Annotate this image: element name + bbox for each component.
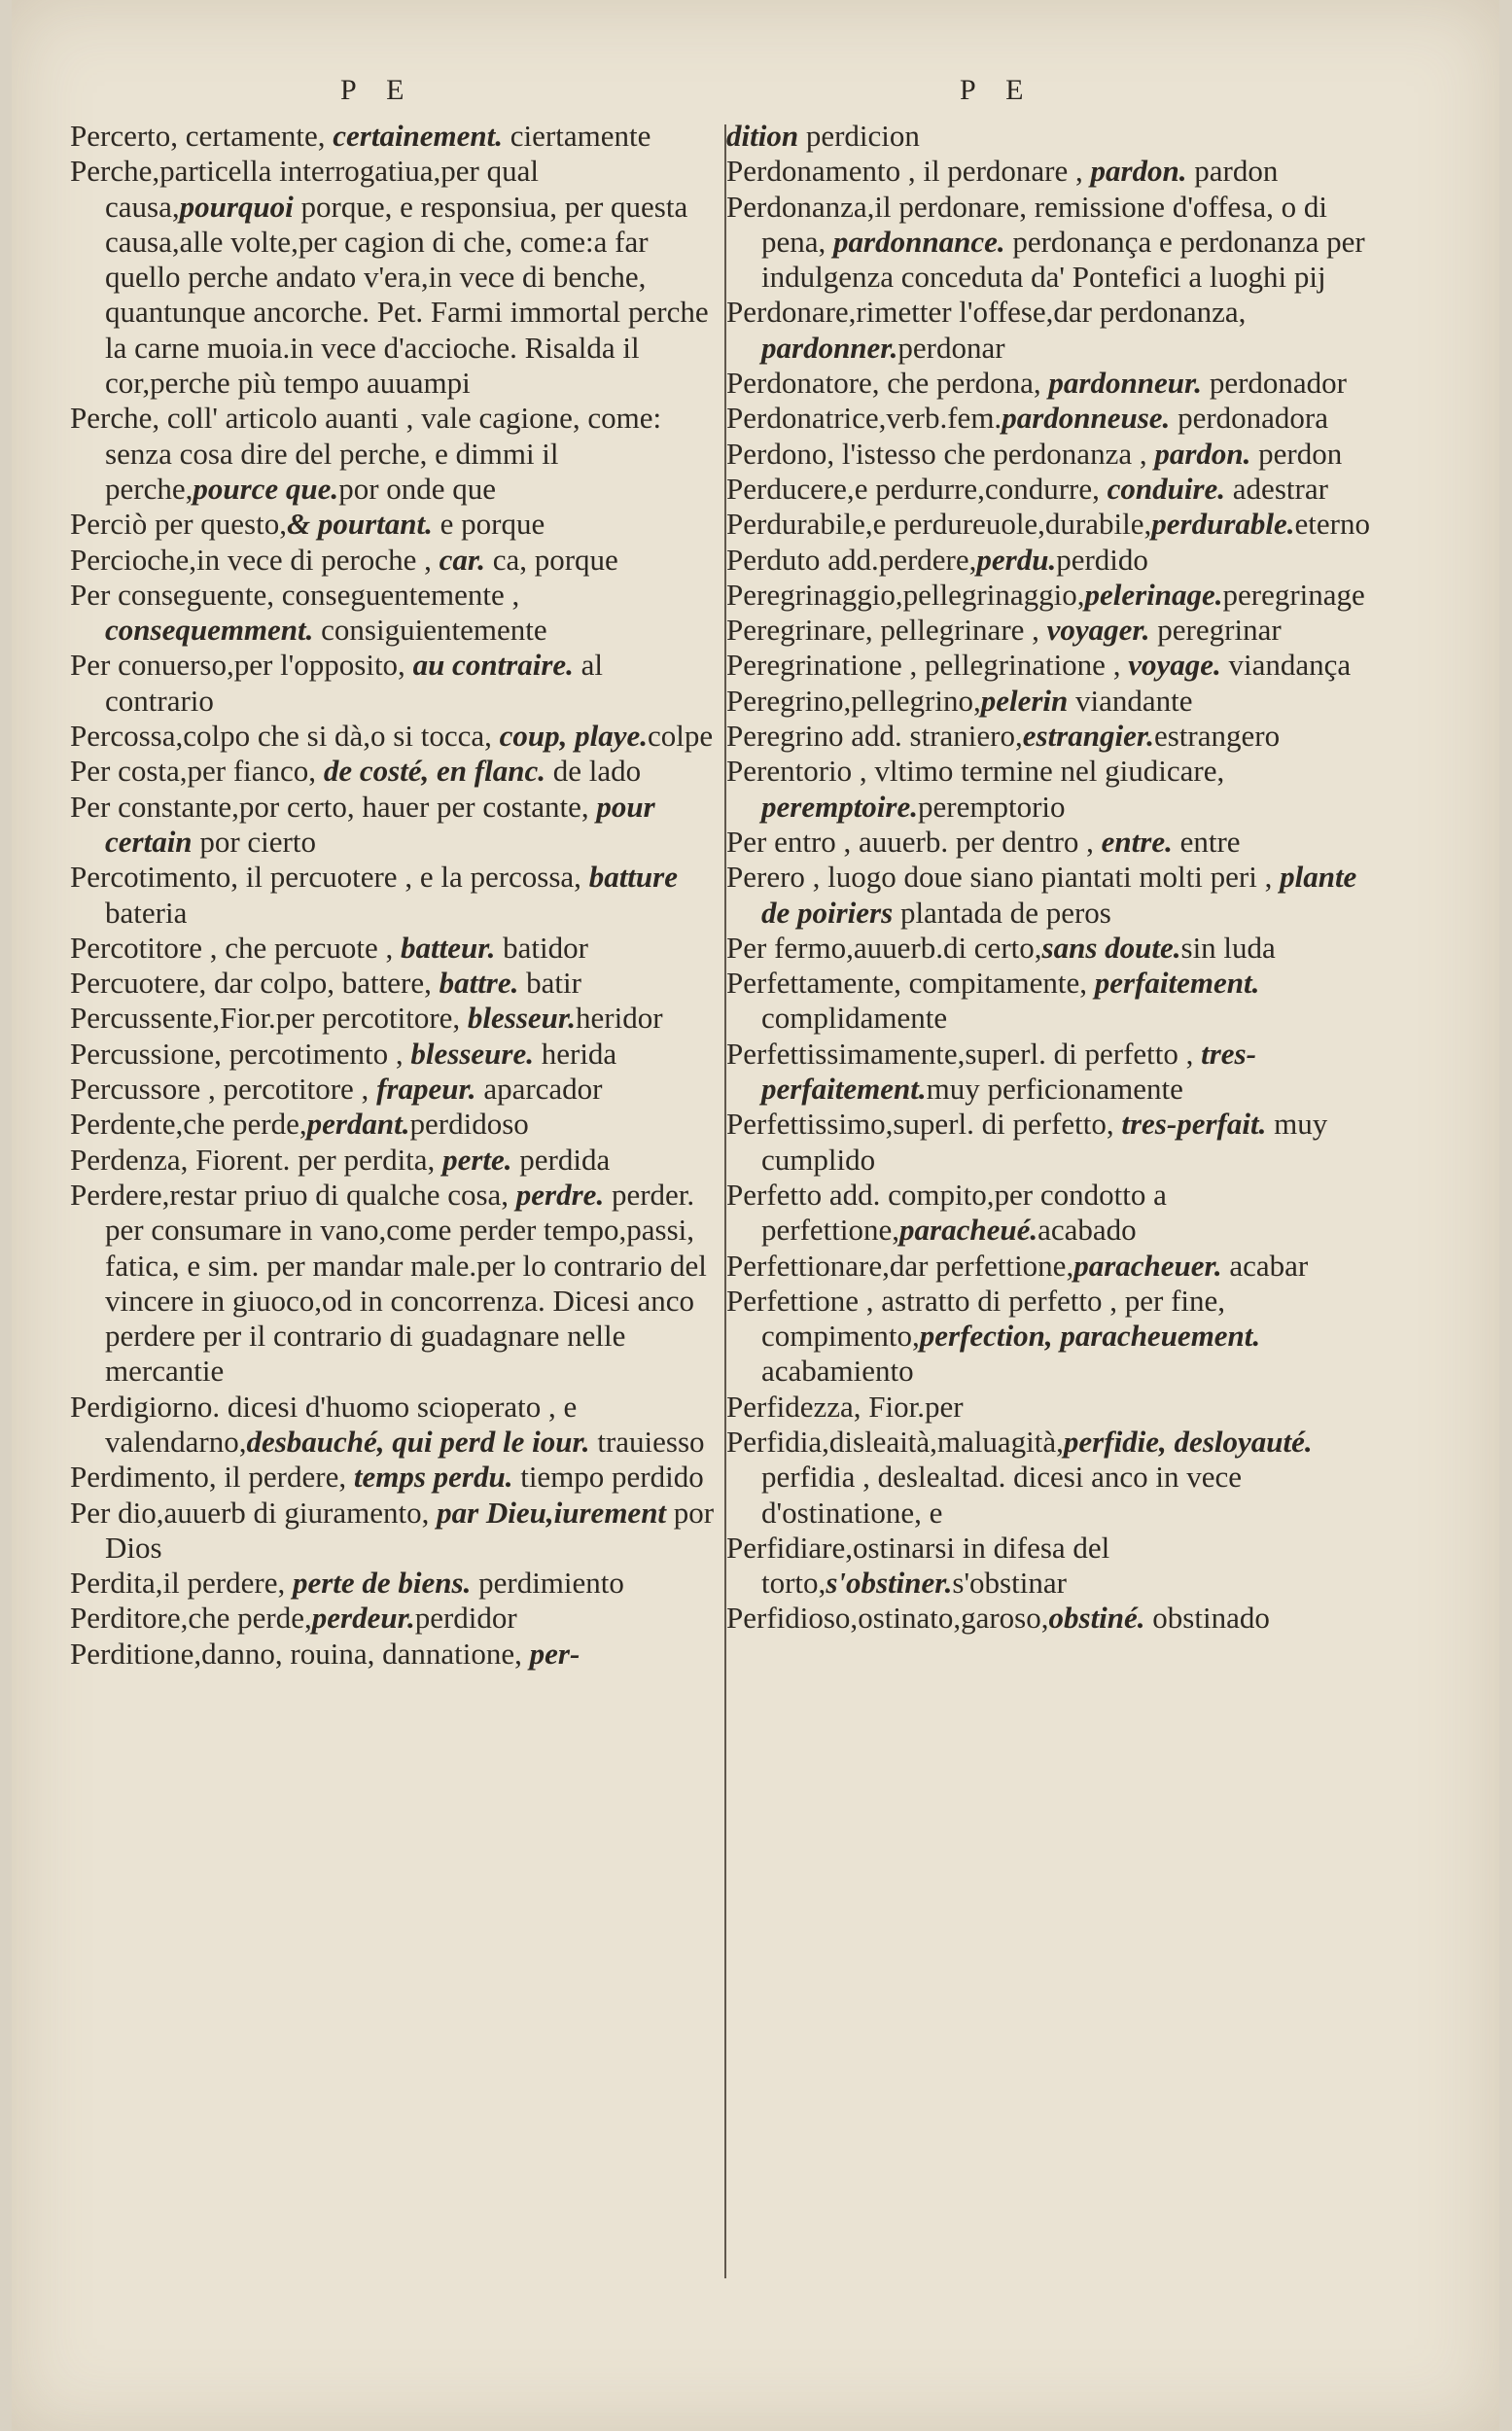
entry-french-equivalent: estrangier. bbox=[1022, 719, 1154, 754]
entry-definition: , astratto di perfetto , per fine, compimento, bbox=[761, 1283, 1226, 1354]
entry-definition: restar priuo di qualche cosa, bbox=[169, 1177, 516, 1212]
dictionary-entry bbox=[70, 1566, 717, 1601]
entry-definition: conseguente, conseguentemente , bbox=[110, 577, 520, 612]
entry-french-equivalent: par Dieu,iurement bbox=[437, 1495, 667, 1530]
entry-french-equivalent: pardonneuse. bbox=[1002, 401, 1171, 436]
entry-headword: Perdimento bbox=[70, 1460, 209, 1495]
dictionary-entry bbox=[726, 119, 1378, 154]
dictionary-entry bbox=[70, 860, 717, 931]
entry-definition: , luogo doue siano piantati molti peri , bbox=[804, 860, 1281, 895]
dictionary-entry bbox=[70, 1072, 717, 1107]
entry-french-equivalent: perdre. bbox=[515, 1177, 605, 1212]
entry-definition: add. straniero, bbox=[843, 719, 1023, 754]
entry-headword: Perfidioso, bbox=[726, 1601, 859, 1636]
entry-headword: Perdonare, bbox=[726, 295, 857, 330]
entry-definition: costa,per fianco, bbox=[110, 754, 324, 789]
dictionary-entry bbox=[726, 613, 1378, 648]
entry-headword: Percioche, bbox=[70, 542, 196, 577]
entry-french-equivalent: blesseur. bbox=[467, 1001, 577, 1036]
entry-spanish-equivalent: al contrario bbox=[105, 648, 604, 718]
entry-french-equivalent: voyage. bbox=[1128, 648, 1221, 683]
entry-headword: Perfettionare, bbox=[726, 1248, 890, 1283]
entry-headword: Perdita, bbox=[70, 1566, 163, 1601]
entry-french-equivalent: per- bbox=[529, 1636, 580, 1671]
entry-headword: Peregrinatione bbox=[726, 648, 902, 683]
entry-headword: Perfettissimamente, bbox=[726, 1036, 966, 1071]
entry-definition: ostinato,garoso, bbox=[858, 1601, 1049, 1636]
entry-definition: , vltimo termine nel giudicare, bbox=[852, 754, 1225, 789]
entry-definition: dio,auuerb di giuramento, bbox=[110, 1495, 438, 1530]
entry-headword: Percerto bbox=[70, 119, 171, 153]
entry-spanish-equivalent: heridor bbox=[576, 1001, 663, 1036]
entry-definition: constante,por certo, hauer per costante, bbox=[110, 789, 597, 824]
entry-spanish-equivalent: por Dios bbox=[105, 1495, 715, 1565]
entry-headword: Perdono, bbox=[726, 436, 835, 471]
entry-french-equivalent: voyager. bbox=[1046, 613, 1150, 648]
entry-spanish-equivalent: perdonador bbox=[1202, 366, 1347, 401]
dictionary-entry bbox=[726, 1037, 1378, 1108]
right-column bbox=[726, 119, 1378, 1637]
dictionary-entry bbox=[726, 931, 1378, 966]
entry-spanish-equivalent: peremptorio bbox=[918, 789, 1066, 824]
entry-definition: , il perdonare , bbox=[900, 154, 1091, 189]
entry-spanish-equivalent: tiempo perdido bbox=[512, 1460, 704, 1495]
dictionary-entry bbox=[70, 790, 717, 861]
entry-headword: Perduto bbox=[726, 542, 821, 577]
entry-spanish-equivalent: viandante bbox=[1068, 683, 1193, 718]
entry-headword: Perdonanza, bbox=[726, 189, 875, 224]
dictionary-entry bbox=[70, 507, 717, 542]
entry-spanish-equivalent: batidor bbox=[495, 930, 588, 965]
entry-headword: Perditione, bbox=[70, 1636, 202, 1671]
entry-definition: , percotitore , bbox=[200, 1072, 377, 1107]
entry-definition: e perdurre,condurre, bbox=[854, 471, 1108, 506]
entry-headword: Perfidia, bbox=[726, 1424, 829, 1459]
entry-french-equivalent: perfaitement. bbox=[1094, 966, 1260, 1001]
entry-headword: Peregrinaggio, bbox=[726, 577, 903, 612]
entry-headword: Peregrinare, bbox=[726, 613, 873, 648]
dictionary-entry bbox=[70, 1107, 717, 1142]
entry-spanish-equivalent: colpe bbox=[648, 719, 714, 754]
dictionary-entry bbox=[70, 1496, 717, 1567]
entry-headword: Perdonamento bbox=[726, 154, 901, 189]
entry-french-equivalent: pourquoi bbox=[179, 189, 294, 224]
dictionary-entry bbox=[726, 578, 1378, 613]
dictionary-entry bbox=[726, 366, 1378, 401]
entry-spanish-equivalent: perfidia , deslealtad. dicesi anco in vece d'ostinatione, e bbox=[761, 1460, 1243, 1530]
entry-definition: add.perdere, bbox=[820, 542, 977, 577]
entry-definition: che perde, bbox=[183, 1107, 307, 1142]
entry-definition: entro , auuerb. per dentro , bbox=[766, 824, 1102, 859]
entry-french-equivalent: plante de poiriers bbox=[761, 860, 1357, 930]
entry-headword: Per bbox=[70, 1495, 111, 1530]
running-header bbox=[12, 74, 1499, 113]
dictionary-entry bbox=[726, 684, 1378, 719]
entry-spanish-equivalent: perdonar bbox=[897, 330, 1005, 365]
entry-definition: l'istesso che perdonanza , bbox=[834, 436, 1155, 471]
entry-definition: , pellegrinatione , bbox=[901, 648, 1129, 683]
entry-spanish-equivalent: aparcador bbox=[475, 1072, 603, 1107]
entry-spanish-equivalent: sin luda bbox=[1180, 930, 1276, 965]
entry-french-equivalent: batture bbox=[588, 860, 678, 895]
dictionary-entry bbox=[726, 1601, 1378, 1636]
entry-french-equivalent: pelerinage. bbox=[1084, 577, 1223, 612]
entry-headword: Percussore bbox=[70, 1072, 201, 1107]
dictionary-entry bbox=[70, 754, 717, 789]
entry-spanish-equivalent: perdidor bbox=[414, 1601, 517, 1636]
entry-definition: , che percuote , bbox=[202, 930, 401, 965]
dictionary-entry bbox=[70, 1001, 717, 1036]
entry-headword: Perciò bbox=[70, 507, 148, 542]
entry-headword: Perdere, bbox=[70, 1177, 170, 1212]
entry-spanish-equivalent: perdonadora bbox=[1170, 401, 1328, 436]
entry-headword: Perfidiare, bbox=[726, 1530, 853, 1565]
entry-french-equivalent: pour certain bbox=[105, 789, 655, 859]
entry-spanish-equivalent: ciertamente bbox=[503, 119, 651, 153]
dictionary-entry bbox=[70, 648, 717, 719]
entry-headword: Perfettamente, bbox=[726, 966, 901, 1001]
entry-headword: Per bbox=[70, 648, 111, 683]
dictionary-entry bbox=[70, 1037, 717, 1072]
entry-spanish-equivalent: e porque bbox=[432, 507, 545, 542]
dictionary-entry bbox=[726, 825, 1378, 860]
entry-french-equivalent: perfection, paracheuement. bbox=[919, 1319, 1261, 1354]
entry-spanish-equivalent: porque, e responsiua, per questa causa,alle volte,per cagion di che, come:a far quello perche andato v'era,in vece di benche, quantunque ancorche. Pet. Farmi immortal perche la carne muoia.in vece d'accioche. Risalda il cor,perche più tempo auuampi bbox=[105, 189, 709, 401]
entry-headword: Percotitore bbox=[70, 930, 203, 965]
entry-french-equivalent: temps perdu. bbox=[353, 1460, 513, 1495]
entry-definition: fermo,auuerb.di certo, bbox=[766, 930, 1042, 965]
entry-french-equivalent: desbauché, qui perd le iour. bbox=[246, 1424, 590, 1459]
entry-definition: che perde, bbox=[188, 1601, 312, 1636]
entry-spanish-equivalent: perder. per consumare in vano,come perder tempo,passi, fatica, e sim. per mandar male.per lo contrario del vincere in giuoco,od in concorrenza. Dicesi anco perdere per il contrario di guadagnare nelle mercantie bbox=[105, 1177, 707, 1389]
dictionary-entry bbox=[726, 1249, 1378, 1284]
entry-french-equivalent: perdurable. bbox=[1151, 507, 1295, 542]
dictionary-entry bbox=[70, 578, 717, 649]
entry-spanish-equivalent: herida bbox=[533, 1036, 617, 1071]
entry-spanish-equivalent: bateria bbox=[105, 895, 188, 930]
entry-definition: disleaità,maluagità, bbox=[828, 1424, 1064, 1459]
entry-definition: rimetter l'offese,dar perdonanza, bbox=[856, 295, 1247, 330]
entry-definition: pellegrino, bbox=[851, 683, 981, 718]
dictionary-entry bbox=[70, 543, 717, 578]
dictionary-entry bbox=[70, 966, 717, 1001]
entry-definition: , Fiorent. per perdita, bbox=[180, 1142, 443, 1177]
entry-french-equivalent: pardonnance. bbox=[833, 224, 1005, 259]
entry-french-equivalent: pardon. bbox=[1154, 436, 1251, 471]
dictionary-entry bbox=[726, 190, 1378, 296]
dictionary-entry bbox=[70, 1637, 717, 1672]
entry-headword: Percossa, bbox=[70, 719, 184, 754]
entry-definition: superl. di perfetto, bbox=[893, 1107, 1122, 1142]
entry-definition: in vece di peroche , bbox=[195, 542, 440, 577]
dictionary-entry bbox=[726, 754, 1378, 825]
entry-spanish-equivalent: perdicion bbox=[798, 119, 920, 153]
entry-french-equivalent: dition bbox=[726, 119, 799, 153]
dictionary-entry bbox=[70, 1460, 717, 1495]
entry-definition: , il perdere, bbox=[208, 1460, 354, 1495]
entry-headword: Percussione bbox=[70, 1036, 215, 1071]
header-right: P E bbox=[960, 74, 1036, 106]
entry-headword: Peregrino bbox=[726, 719, 844, 754]
entry-headword: Perdonatore, bbox=[726, 366, 880, 401]
entry-french-equivalent: tres-perfaitement. bbox=[761, 1036, 1256, 1107]
entry-french-equivalent: perte de biens. bbox=[292, 1566, 472, 1601]
entry-spanish-equivalent: acabar bbox=[1221, 1248, 1309, 1283]
entry-french-equivalent: perfidie, desloyauté. bbox=[1063, 1424, 1313, 1459]
entry-french-equivalent: peremptoire. bbox=[761, 789, 918, 824]
entry-french-equivalent: s'obstiner. bbox=[826, 1566, 953, 1601]
entry-definition: conuerso,per l'opposito, bbox=[110, 648, 413, 683]
entry-french-equivalent: sans doute. bbox=[1041, 930, 1181, 965]
dictionary-entry bbox=[726, 648, 1378, 683]
entry-spanish-equivalent: obstinado bbox=[1144, 1601, 1270, 1636]
entry-definition: dicesi d'huomo scioperato , e valendarno, bbox=[105, 1389, 578, 1459]
entry-definition: particella interrogatiua,per qual causa, bbox=[105, 154, 539, 224]
entry-headword: Perducere, bbox=[726, 471, 855, 506]
entry-headword: Perdente, bbox=[70, 1107, 184, 1142]
dictionary-entry bbox=[70, 154, 717, 401]
dictionary-entry bbox=[726, 1531, 1378, 1602]
entry-french-equivalent: paracheué. bbox=[899, 1213, 1038, 1248]
entry-spanish-equivalent: muy cumplido bbox=[761, 1107, 1328, 1177]
entry-spanish-equivalent: consiguientemente bbox=[313, 613, 547, 648]
entry-headword: Per bbox=[726, 824, 767, 859]
entry-headword: Perdenza bbox=[70, 1142, 181, 1177]
entry-french-equivalent: obstiné. bbox=[1048, 1601, 1145, 1636]
entry-french-equivalent: pource que. bbox=[193, 471, 339, 506]
entry-spanish-equivalent: por cierto bbox=[192, 824, 316, 859]
entry-definition: Fior.per percotitore, bbox=[220, 1001, 468, 1036]
dictionary-entry bbox=[726, 966, 1378, 1037]
entry-french-equivalent: battre. bbox=[439, 966, 519, 1001]
entry-headword: Perfidezza, bbox=[726, 1389, 861, 1424]
entry-spanish-equivalent: batir bbox=[518, 966, 581, 1001]
dictionary-entry bbox=[70, 1143, 717, 1178]
entry-headword: Perfettione bbox=[726, 1283, 860, 1318]
entry-spanish-equivalent: viandança bbox=[1220, 648, 1352, 683]
entry-definition: pellegrinare , bbox=[872, 613, 1047, 648]
dictionary-entry bbox=[70, 931, 717, 966]
entry-spanish-equivalent: perdida bbox=[511, 1142, 611, 1177]
entry-french-equivalent: blesseure. bbox=[410, 1036, 534, 1071]
entry-french-equivalent: certainement. bbox=[333, 119, 504, 153]
entry-definition: dar perfettione, bbox=[889, 1248, 1074, 1283]
entry-spanish-equivalent: perdido bbox=[1056, 542, 1148, 577]
entry-definition: il perdere, bbox=[162, 1566, 293, 1601]
entry-french-equivalent: tres-perfait. bbox=[1121, 1107, 1267, 1142]
entry-french-equivalent: coup, playe. bbox=[499, 719, 649, 754]
entry-spanish-equivalent: estrangero bbox=[1153, 719, 1281, 754]
entry-french-equivalent: conduire. bbox=[1107, 471, 1226, 506]
dictionary-entry bbox=[726, 1178, 1378, 1249]
entry-french-equivalent: frapeur. bbox=[376, 1072, 476, 1107]
entry-french-equivalent: perdeur. bbox=[311, 1601, 415, 1636]
entry-headword: Perfetto bbox=[726, 1177, 823, 1212]
entry-definition: per questo, bbox=[147, 507, 287, 542]
entry-french-equivalent: perdant. bbox=[306, 1107, 410, 1142]
entry-french-equivalent: pardonner. bbox=[761, 330, 898, 365]
entry-french-equivalent: pardonneur. bbox=[1048, 366, 1203, 401]
dictionary-entry bbox=[726, 719, 1378, 754]
entry-spanish-equivalent: plantada de peros bbox=[893, 895, 1111, 930]
entry-french-equivalent: car. bbox=[439, 542, 485, 577]
left-column bbox=[70, 119, 717, 1672]
entry-headword: Perfettissimo, bbox=[726, 1107, 894, 1142]
dictionary-entry bbox=[726, 472, 1378, 507]
entry-definition: Fior.per bbox=[861, 1389, 964, 1424]
entry-headword: Perentorio bbox=[726, 754, 853, 789]
entry-french-equivalent: paracheuer. bbox=[1073, 1248, 1222, 1283]
dictionary-entry bbox=[726, 543, 1378, 578]
dictionary-entry bbox=[70, 719, 717, 754]
entry-spanish-equivalent: muy perficionamente bbox=[926, 1072, 1183, 1107]
entry-headword: Per bbox=[70, 577, 111, 612]
entry-definition: compitamente, bbox=[900, 966, 1095, 1001]
entry-headword: Per bbox=[726, 930, 767, 965]
entry-spanish-equivalent: pardon bbox=[1186, 154, 1279, 189]
entry-french-equivalent: de costé, en flanc. bbox=[323, 754, 545, 789]
entry-definition: il perdonare, remissione d'offesa, o di pena, bbox=[761, 189, 1327, 259]
dictionary-entry bbox=[726, 1284, 1378, 1390]
dictionary-entry bbox=[726, 437, 1378, 472]
entry-spanish-equivalent: peregrinage bbox=[1222, 577, 1365, 612]
entry-headword: Per bbox=[70, 754, 111, 789]
entry-definition: coll' articolo auanti , vale cagione, come: senza cosa dire del perche, e dimmi il perche, bbox=[105, 401, 662, 506]
entry-spanish-equivalent: perdonança e perdonanza per indulgenza conceduta da' Pontefici a luoghi pij bbox=[761, 224, 1365, 295]
entry-definition: superl. di perfetto , bbox=[965, 1036, 1202, 1071]
dictionary-entry bbox=[726, 1425, 1378, 1531]
dictionary-entry bbox=[726, 1107, 1378, 1178]
entry-headword: Percotimento, bbox=[70, 860, 239, 895]
dictionary-entry bbox=[726, 295, 1378, 366]
entry-definition: verb.fem. bbox=[886, 401, 1002, 436]
entry-spanish-equivalent: ca, porque bbox=[484, 542, 618, 577]
dictionary-entry bbox=[70, 1601, 717, 1636]
entry-french-equivalent: consequemment. bbox=[105, 613, 314, 648]
entry-french-equivalent: & pourtant. bbox=[286, 507, 433, 542]
entry-spanish-equivalent: eterno bbox=[1294, 507, 1370, 542]
entry-definition: che perdona, bbox=[879, 366, 1049, 401]
entry-headword: Perche, bbox=[70, 401, 160, 436]
entry-spanish-equivalent: s'obstinar bbox=[952, 1566, 1067, 1601]
entry-headword: Peregrino, bbox=[726, 683, 852, 718]
entry-french-equivalent: perte. bbox=[442, 1142, 512, 1177]
entry-definition: , certamente, bbox=[170, 119, 334, 153]
entry-headword: Perditore, bbox=[70, 1601, 189, 1636]
entry-headword: Perdurabile, bbox=[726, 507, 873, 542]
entry-definition: add. compito,per condotto a perfettione, bbox=[761, 1177, 1167, 1248]
entry-definition: e perdureuole,durabile, bbox=[872, 507, 1152, 542]
entry-definition: colpo che si dà,o si tocca, bbox=[183, 719, 500, 754]
entry-french-equivalent: batteur. bbox=[401, 930, 496, 965]
entry-spanish-equivalent: acabamiento bbox=[761, 1354, 914, 1389]
entry-spanish-equivalent: perdimiento bbox=[471, 1566, 624, 1601]
dictionary-entry bbox=[726, 401, 1378, 436]
entry-headword: Per bbox=[70, 789, 111, 824]
header-left: P E bbox=[340, 74, 416, 106]
entry-french-equivalent: perdu. bbox=[976, 542, 1057, 577]
entry-spanish-equivalent: trauiesso bbox=[589, 1424, 705, 1459]
dictionary-entry bbox=[70, 1178, 717, 1390]
entry-spanish-equivalent: peregrinar bbox=[1149, 613, 1282, 648]
dictionary-entry bbox=[726, 1390, 1378, 1425]
dictionary-entry bbox=[70, 119, 717, 154]
entry-definition: danno, rouina, dannatione, bbox=[201, 1636, 530, 1671]
entry-definition: ostinarsi in difesa del torto, bbox=[761, 1530, 1110, 1601]
entry-spanish-equivalent: perdidoso bbox=[409, 1107, 529, 1142]
dictionary-entry bbox=[726, 154, 1378, 189]
dictionary-entry bbox=[726, 860, 1378, 931]
entry-headword: Perero bbox=[726, 860, 805, 895]
entry-spanish-equivalent: entre bbox=[1172, 824, 1241, 859]
entry-french-equivalent: au contraire. bbox=[412, 648, 574, 683]
entry-spanish-equivalent: complidamente bbox=[761, 1001, 948, 1036]
entry-spanish-equivalent: adestrar bbox=[1225, 471, 1328, 506]
entry-spanish-equivalent: perdon bbox=[1250, 436, 1343, 471]
book-page bbox=[12, 0, 1499, 2431]
entry-definition: il percuotere , e la percossa, bbox=[238, 860, 589, 895]
entry-french-equivalent: pelerin bbox=[980, 683, 1069, 718]
entry-headword: Perche, bbox=[70, 154, 160, 189]
entry-definition: , dar colpo, battere, bbox=[198, 966, 440, 1001]
entry-headword: Perdigiorno. bbox=[70, 1389, 221, 1424]
entry-french-equivalent: pardon. bbox=[1090, 154, 1187, 189]
entry-french-equivalent: entre. bbox=[1101, 824, 1173, 859]
entry-headword: Perdonatrice, bbox=[726, 401, 887, 436]
dictionary-entry bbox=[726, 507, 1378, 542]
entry-spanish-equivalent: de lado bbox=[545, 754, 642, 789]
entry-headword: Percussente, bbox=[70, 1001, 221, 1036]
entry-headword: Percuotere bbox=[70, 966, 199, 1001]
entry-spanish-equivalent: por onde que bbox=[338, 471, 497, 506]
entry-definition: pellegrinaggio, bbox=[902, 577, 1085, 612]
entry-spanish-equivalent: acabado bbox=[1037, 1213, 1137, 1248]
entry-definition: , percotimento , bbox=[214, 1036, 411, 1071]
dictionary-entry bbox=[70, 401, 717, 507]
dictionary-entry bbox=[70, 1390, 717, 1461]
